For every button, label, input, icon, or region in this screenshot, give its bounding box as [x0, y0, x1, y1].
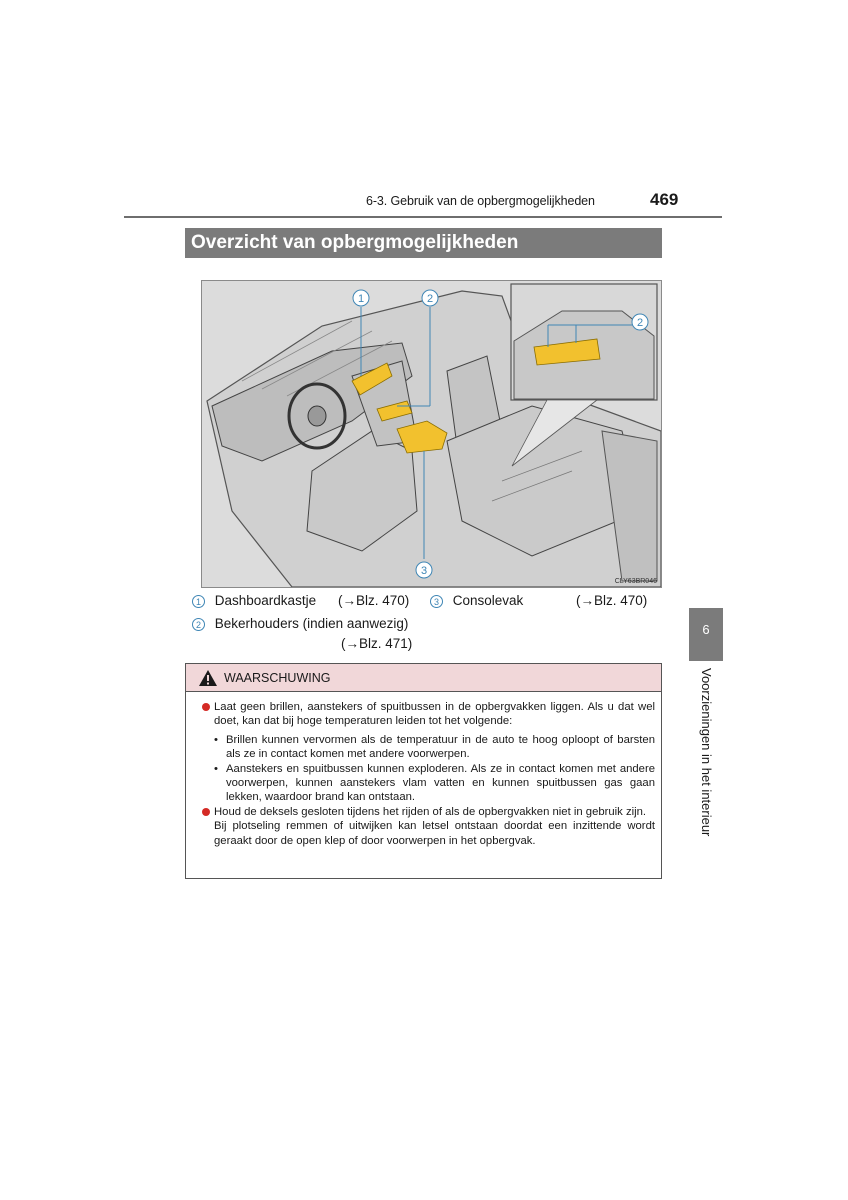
bullet-icon: •: [214, 762, 218, 775]
callout-2: 2: [426, 293, 434, 305]
red-bullet-icon: [202, 703, 210, 711]
warning-text-2: Houd de deksels gesloten tijdens het rijden of als de opbergvakken niet in gebruik zijn.: [214, 805, 647, 818]
bullet-icon: •: [214, 733, 218, 746]
car-interior-drawing: [202, 281, 661, 587]
running-head: 6-3. Gebruik van de opbergmogelijkheden: [366, 194, 595, 208]
legend-num-3: 3: [430, 595, 443, 608]
warning-text-2b: Bij plotseling remmen of uitwijken kan letsel ontstaan doordat een inzittende wordt geraakt door de open klep of door voorwerpen in het opbergvak.: [214, 820, 655, 847]
legend-ref-2: (→Blz. 471): [341, 636, 413, 651]
warning-title: WAARSCHUWING: [224, 670, 331, 685]
legend-num-1: 1: [192, 595, 205, 608]
warning-box: [185, 663, 662, 879]
car-interior-illustration: [201, 280, 662, 588]
legend-num-2: 2: [192, 618, 205, 631]
warning-subitem-2: [200, 762, 655, 805]
legend-item-1: [192, 593, 316, 608]
legend-item-3: [430, 593, 523, 608]
chapter-title-vertical: Voorzieningen in het interieur: [699, 668, 714, 837]
page-number: 469: [650, 190, 679, 209]
legend-item-2: [192, 616, 408, 631]
chapter-tab: 6: [689, 608, 723, 661]
callout-1: 1: [357, 293, 365, 305]
figure-code: CLY63BR046: [614, 578, 657, 585]
callout-2-inset: 2: [636, 317, 644, 329]
warning-paragraph-2b: [200, 819, 655, 848]
red-bullet-icon: [202, 808, 210, 816]
warning-subitem-1: [200, 733, 655, 762]
warning-triangle-icon: [198, 669, 218, 687]
warning-subtext-1: Brillen kunnen vervormen als de temperatuur in de auto te hoog oploopt of barsten als ze in contact komen met andere voorwerpen.: [226, 733, 655, 761]
warning-paragraph-2: [200, 805, 655, 819]
warning-header: [186, 664, 661, 692]
warning-text-1: Laat geen brillen, aanstekers of spuitbussen in de opbergvakken liggen. Als u dat wel doet, kan dat bij hoge temperaturen leiden tot het volgende:: [214, 701, 655, 728]
warning-paragraph-1: [200, 700, 655, 729]
legend-label-1: Dashboardkastje: [214, 593, 317, 608]
warning-body: [186, 692, 661, 848]
header-rule: [124, 216, 722, 218]
section-title: Overzicht van opbergmogelijkheden: [185, 228, 662, 258]
callout-3: 3: [420, 565, 428, 577]
legend-ref-1: (→Blz. 470): [338, 593, 410, 608]
warning-subtext-2: Aanstekers en spuitbussen kunnen exploderen. Als ze in contact komen met andere voorwerpen, kunnen aanstekers vlam vatten en kunnen spuitbussen gas gaan lekken, waardoor brand kan ontstaan.: [226, 762, 655, 804]
legend-ref-3: (→Blz. 470): [576, 593, 648, 608]
legend-label-2: Bekerhouders (indien aanwezig): [214, 616, 409, 631]
legend-label-3: Consolevak: [452, 593, 524, 608]
